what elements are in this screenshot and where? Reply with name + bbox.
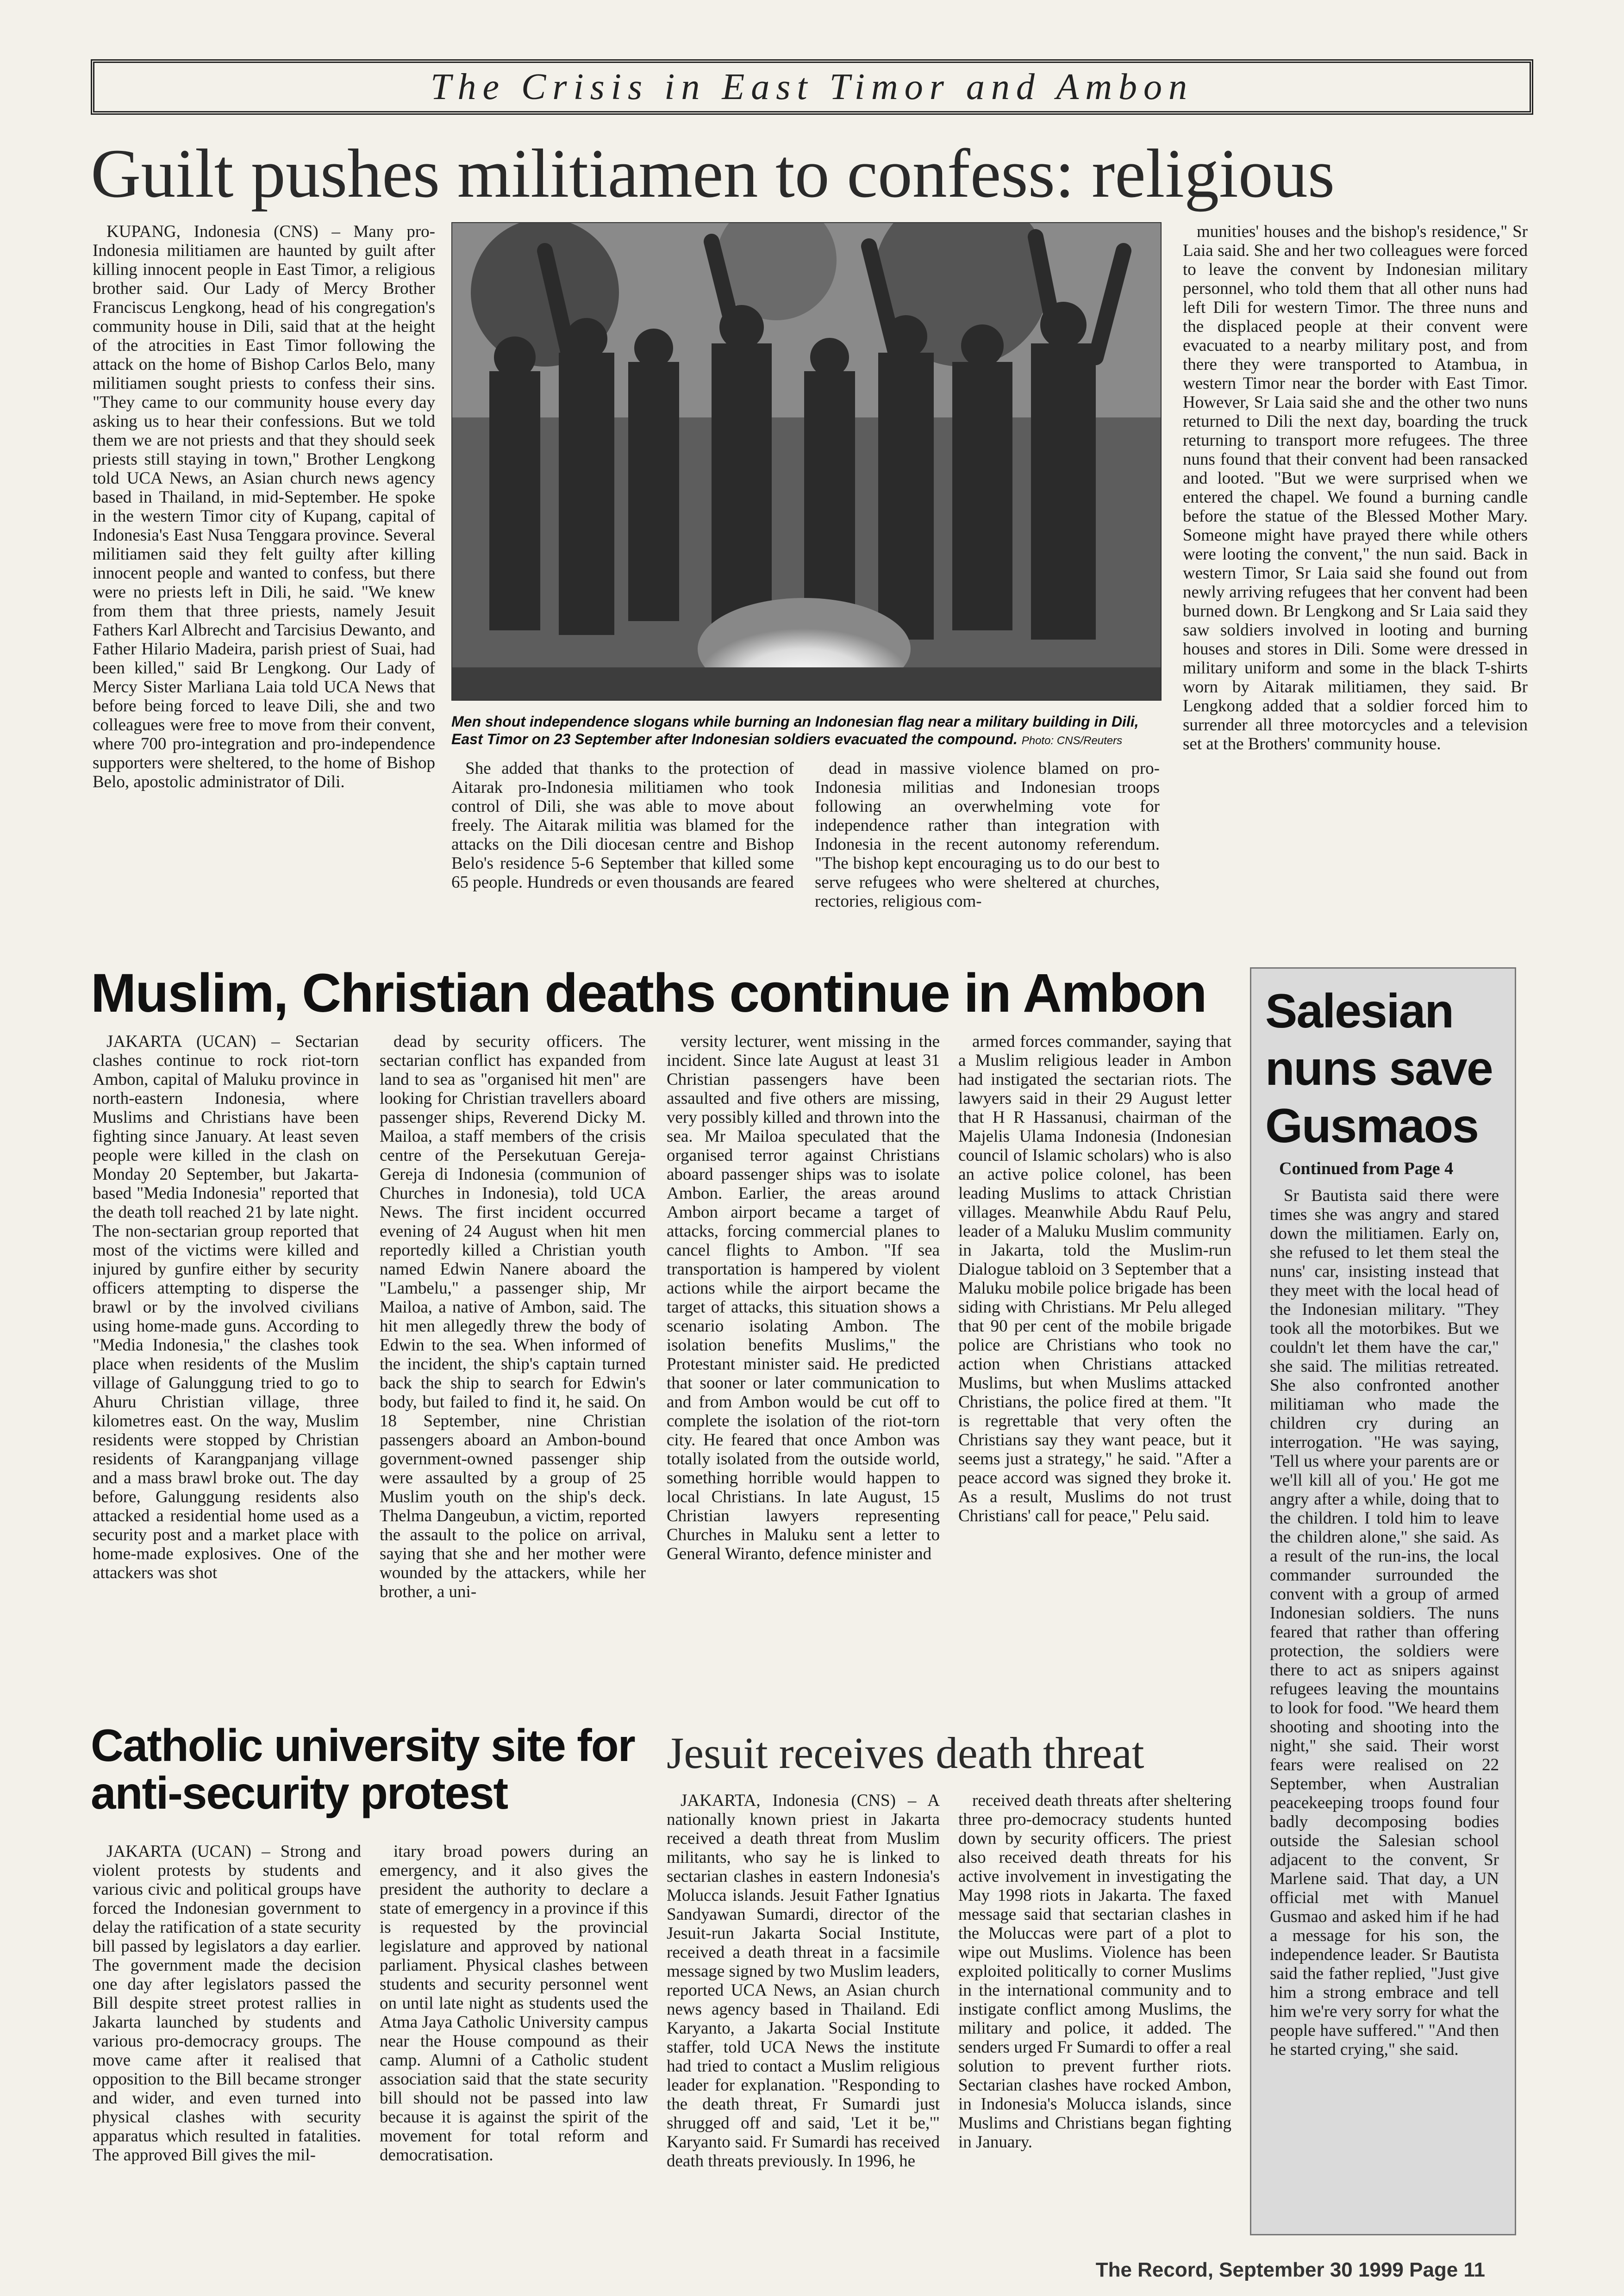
story2-column-2	[380, 1032, 646, 1703]
story1-column-2-text: She added that thanks to the protection of Aitarak pro-Indonesia militiamen who took control of Dili, she was able to move about freely. The Aitarak militia was blamed for the attacks on the Dili diocesan centre and Bishop Belo's residence 5-6 September that killed some 65 people. Hundreds or even thousands are feared	[451, 759, 794, 892]
sidebar-headline: Salesian nuns save Gusmaos	[1265, 984, 1493, 1153]
story4-column-1-text: JAKARTA, Indonesia (CNS) – A nationally known priest in Jakarta received a death threat from Muslim militants, who say he is linked to sectarian clashes in eastern Indonesia's Molucca islands. Jesuit Father Ignatius Sandyawan Sumardi, director of the Jesuit-run Jakarta Social Institute, received a death threat in a facsimile message signed by two Muslim leaders, reported UCA News, an Asian church news agency based in Thailand. Edi Karyanto, a Jakarta Social Institute staffer, told UCA News the institute had tried to contact a Muslim religious leader for explanation. "Responding to the death threat, Fr Sumardi just shrugged off and said, 'Let it be,'" Karyanto said. Fr Sumardi has received death threats previously. In 1996, he	[667, 1791, 940, 2171]
sidebar-body-text: Sr Bautista said there were times she was angry and stared down the militiamen. Early on, she refused to let them steal the nuns' car, insisting instead that they meet with the local head of the Indonesian military. "They took all the motorbikes. But we couldn't let them have the car," she said. The militias retreated. She also confronted another militiaman who made the children cry during an interrogation. "He was saying, 'Tell us where your parents are or we'll kill all of you.' He got me angry after a while, doing that to the children. I told him to leave the children alone," she said. As a result of the run-ins, the local commander surrounded the convent with a group of armed Indonesian soldiers. The nuns feared that rather than offering protection, the soldiers were there to act as snipers against refugees leaving the mountains to look for food. "We heard them shooting and shooting into the night," she said. Their worst fears were realised on 22 September, when Australian peacekeeping troops found four badly decomposing bodies outside the Salesian school adjacent to the convent, Sr Marlene said. That day, a UN official met with Manuel Gusmao and asked him if he had a message for his son, the independence leader. Sr Bautista said the father replied, "Just give him a strong embrace and tell him we're very sorry for what the people have suffered." "And then he started crying," she said.	[1270, 1186, 1499, 2059]
story3-column-2	[380, 1842, 648, 2231]
story1-headline: Guilt pushes militiamen to confess: religious	[91, 135, 1335, 212]
story4-column-2	[958, 1791, 1231, 2231]
story1-column-2	[451, 759, 794, 944]
sidebar-column	[1270, 1186, 1499, 2223]
story2-column-4-text: armed forces commander, saying that a Muslim religious leader in Ambon had instigated the sectarian riots. The lawyers said in their 29 August letter that H R Hassanusi, chairman of the Majelis Ulama Indonesia (Indonesian council of Islamic scholars) who is also an active police colonel, has been leading Muslims to attack Christian villages. Meanwhile Abdu Rauf Pelu, leader of a Maluku Muslim community in Jakarta, told the Muslim-run Dialogue tabloid on 3 September that a Maluku mobile police brigade has been siding with Christians. Mr Pelu alleged that 90 per cent of the mobile brigade police are Christians who took no action when Christians attacked Muslims, but when Muslims attacked Christians, the police fired at them. "It is regrettable that very often the Christians say they want peace, but it seems just a strategy," he said. "After a peace accord was signed they broke it. As a result, Muslims do not trust Christians' call for peace," Pelu said.	[958, 1032, 1231, 1525]
page-footer: The Record, September 30 1999 Page 11	[1095, 2259, 1485, 2281]
continued-note: Continued from Page 4	[1279, 1159, 1454, 1178]
story2-headline: Muslim, Christian deaths continue in Ambon	[91, 963, 1206, 1024]
story2-column-4	[958, 1032, 1231, 1703]
story2-column-2-text: dead by security officers. The sectarian conflict has expanded from land to sea as "organised hit men" are looking for Christian travellers aboard passenger ships, Reverend Dicky M. Mailoa, a staff members of the crisis centre of the Persekutuan Gereja-Gereja di Indonesia (communion of Churches in Indonesia), told UCA News. The first incident occurred evening of 24 August when hit men reportedly killed a Christian youth named Edwin Nanere aboard the "Lambelu," a passenger ship, Mr Mailoa, a native of Ambon, said. The hit men allegedly threw the body of Edwin to the sea. When informed of the incident, the ship's captain turned back the ship to search for Edwin's body, but failed to find it, he said. On 18 September, nine Christian passengers aboard an Ambon-bound government-owned passenger ship were assaulted by a group of 25 Muslim youth on the ship's deck. Thelma Dangeubun, a victim, reported the assault to the police on arrival, saying that she and her mother were wounded by the attackers, while her brother, a uni-	[380, 1032, 646, 1601]
story4-column-1	[667, 1791, 940, 2231]
story4-headline: Jesuit receives death threat	[667, 1728, 1144, 1778]
story3-column-1-text: JAKARTA (UCAN) – Strong and violent protests by students and various civic and political groups have forced the Indonesian government to delay the ratification of a state security bill passed by legislators a day earlier. The government made the decision one day after legislators passed the Bill despite street protest rallies in Jakarta launched by students and various pro-democracy groups. The move came after it realised that opposition to the Bill became stronger and wider, and even turned into physical clashes with security apparatus which resulted in fatalities. The approved Bill gives the mil-	[93, 1842, 361, 2165]
story2-column-3	[667, 1032, 940, 1703]
story3-column-2-text: itary broad powers during an emergency, and it also gives the president the authority to declare a state of emergency in a province if this is requested by the provincial legislature and approved by national parliament. Physical clashes between students and security personnel went on until late night as students used the Atma Jaya Catholic University campus near the House compound as their camp. Alumni of a Catholic student association said that the state security bill should not be passed into law because it is against the spirit of the movement for total reform and democratisation.	[380, 1842, 648, 2165]
story1-photo	[451, 222, 1162, 701]
photo-credit: Photo: CNS/Reuters	[1021, 734, 1123, 747]
story1-column-1-text: KUPANG, Indonesia (CNS) – Many pro-Indonesia militiamen are haunted by guilt after killing innocent people in East Timor, a religious brother said. Our Lady of Mercy Brother Franciscus Lengkong, head of his congregation's community house in Dili, said that at the height of the atrocities in East Timor following the attack on the home of Bishop Carlos Belo, many militiamen sought priests to confess their sins. "They came to our community house every day asking us to hear their confessions. But we told them we are not priests and that they should seek priests still staying in town," Brother Lengkong told UCA News, an Asian church news agency based in Thailand, in mid-September. He spoke in the western Timor city of Kupang, capital of Indonesia's East Nusa Tenggara province. Several militiamen said they felt guilty after killing innocent people and wanted to confess, but there were no priests left in Dili, he said. "We knew from them that three priests, namely Jesuit Fathers Karl Albrecht and Tarcisius Dewanto, and Father Hilario Madeira, parish priest of Suai, had been killed," said Br Lengkong. Our Lady of Mercy Sister Marliana Laia told UCA News that before being forced to leave Dili, she and two colleagues were free to move from their convent, where 700 pro-integration and pro-independence supporters were sheltered, to the home of Bishop Belo, apostolic administrator of Dili.	[93, 222, 435, 791]
story2-column-3-text: versity lecturer, went missing in the incident. Since late August at least 31 Christian passengers have been assaulted and five others are missing, very possibly killed and thrown into the sea. Mr Mailoa speculated that the organised terror against Christians aboard passenger ships was to isolate Ambon. Earlier, the areas around Ambon airport became a target of attacks, forcing commercial planes to cancel flights to Ambon. "If sea transportation is hampered by violent actions while the airport became the target of attacks, this situation shows a scenario isolating Ambon. The isolation benefits Muslims," the Protestant minister said. He predicted that sooner or later communication to and from Ambon would be cut off to complete the isolation of the riot-torn city. He feared that once Ambon was totally isolated from the outside world, something horrible would happen to local Christians. In late August, 15 Christian lawyers representing Churches in Maluku sent a letter to General Wiranto, defence minister and	[667, 1032, 940, 1563]
flag-burning-photo	[452, 223, 1161, 700]
story1-column-3	[815, 759, 1160, 944]
story1-column-3-text: dead in massive violence blamed on pro-Indonesia militias and Indonesian troops following an overwhelming vote for independence rather than integration with Indonesia in the recent autonomy referendum. "The bishop kept encouraging us to do our best to serve refugees who were sheltered at churches, rectories, religious com-	[815, 759, 1160, 911]
caption-text: Men shout independence slogans while burning an Indonesian flag near a military building in Dili, East Timor on 23 September after Indonesian soldiers evacuated the compound.	[451, 713, 1139, 747]
story4-column-2-text: received death threats after sheltering three pro-democracy students hunted down by security officers. The priest also received death threats for his active involvement in investigating the May 1998 riots in Jakarta. The faxed message said that sectarian clashes in the Moluccas were part of a plot to wipe out Muslims. Violence has been exploited politically to corner Muslims in the international community and to instigate conflict among Muslims, the military and police, it added. The senders urged Fr Sumardi to offer a real solution to prevent further riots. Sectarian clashes have rocked Ambon, in Indonesia's Molucca islands, since Muslims and Christians began fighting in January.	[958, 1791, 1231, 2152]
story3-headline: Catholic university site for anti-security protest	[91, 1720, 635, 1818]
story3-column-1	[93, 1842, 361, 2231]
story1-column-1	[93, 222, 435, 944]
sidebar-box	[1250, 967, 1516, 2235]
section-banner-title: The Crisis in East Timor and Ambon	[430, 66, 1194, 107]
story1-column-4-text: munities' houses and the bishop's residence," Sr Laia said. She and her two colleagues were forced to leave the convent by Indonesian military personnel, who told them that all other nuns had left Dili for western Timor. The three nuns and the displaced people at their convent were evacuated to a nearby military post, and from there they were transported to Atambua, in western Timor near the border with East Timor. However, Sr Laia said she and the other two nuns returned to Dili the next day, boarding the truck returning to transport more refugees. The three nuns found that their convent had been ransacked and looted. "But we were surprised when we entered the chapel. We found a burning candle before the statue of the Blessed Mother Mary. Someone might have prayed there while others were looting the convent," the nun said. Back in western Timor, Sr Laia said she found out from newly arriving refugees that her convent had been burned down. Br Lengkong and Sr Laia said they saw soldiers involved in looting and burning houses and stores in Dili. Some were dressed in military uniform and some in the black T-shirts worn by Aitarak militiamen, they said. Br Lengkong added that a soldier forced him to surrender all three motorcycles and a television set at the Brothers' community house.	[1183, 222, 1528, 753]
story1-column-4	[1183, 222, 1528, 944]
story2-column-1	[93, 1032, 359, 1703]
section-banner	[91, 59, 1533, 115]
story1-caption	[451, 713, 1160, 750]
story2-column-1-text: JAKARTA (UCAN) – Sectarian clashes continue to rock riot-torn Ambon, capital of Maluku province in north-eastern Indonesia, where Muslims and Christians have been fighting since January. At least seven people were killed in the clash on Monday 20 September, but Jakarta-based "Media Indonesia" reported that the death toll reached 21 by late night. The non-sectarian group reported that most of the victims were killed and injured by gunfire either by security officers attempting to disperse the brawl or by the involved civilians using home-made guns. According to "Media Indonesia," the clashes took place when residents of the Muslim village of Galunggung tried to go to Ahuru Christian village, three kilometres east. On the way, Muslim residents were stopped by Christian residents of Karangpanjang village and a mass brawl broke out. The day before, Galunggung residents also attacked a residential home used as a security post and a market place with home-made explosives. One of the attackers was shot	[93, 1032, 359, 1582]
